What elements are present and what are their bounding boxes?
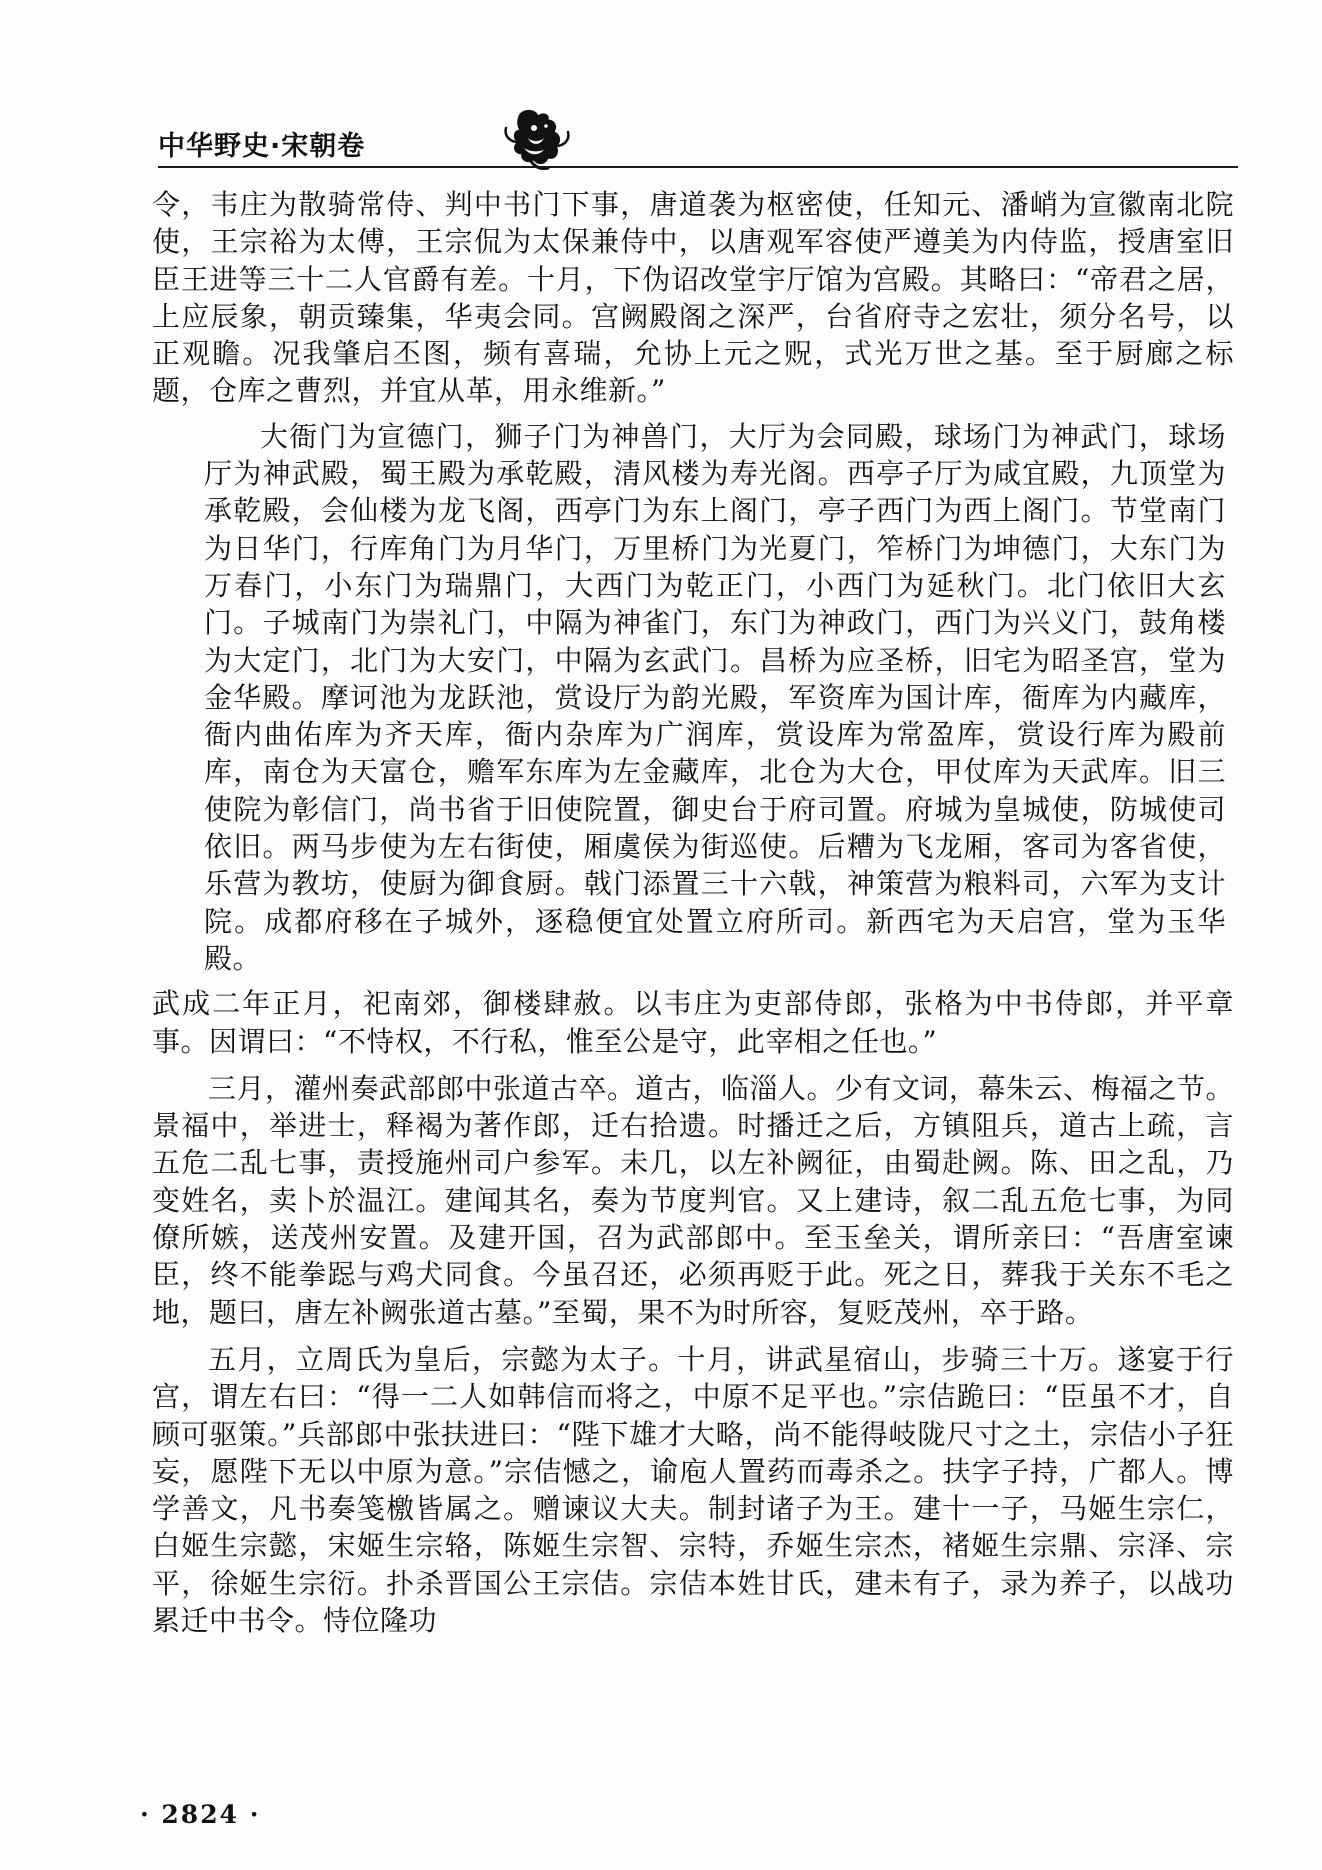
header-divider [158, 166, 1238, 168]
paragraph: 五月，立周氏为皇后，宗懿为太子。十月，讲武星宿山，步骑三十万。遂宴于行宫，谓左右曰：“得一二人如韩信而将之，中原不足平也。”宗佶跪曰：“臣虽不才，自顾可驱策。”兵部郎中张扶进曰：“陛下雄才大略，尚不能得岐陇尺寸之土，宗佶小子狂妄，愿陛下无以中原为意。”宗佶憾之，谕庖人置药而毒杀之。扶字子持，广都人。博学善文，凡书奏笺檄皆属之。赠谏议大夫。制封诸子为王。建十一子，马姬生宗仁，白姬生宗懿，宋姬生宗辂，陈姬生宗智、宗特，乔姬生宗杰，褚姬生宗鼎、宗泽、宗平，徐姬生宗衍。扑杀晋国公王宗佶。宗佶本姓甘氏，建未有子，录为养子，以战功累迁中书令。恃位隆功 [152, 1342, 1234, 1637]
running-header-title: 中华野史·宋朝卷 [158, 131, 366, 162]
dragon-icon [500, 106, 574, 172]
page-number: · 2824 · [140, 1800, 261, 1829]
running-header [158, 118, 1238, 174]
paragraph: 三月，灌州奏武部郎中张道古卒。道古，临淄人。少有文词，幕朱云、梅福之节。景福中，举进士，释褐为著作郎，迁右拾遗。时播迁之后，方镇阻兵，道古上疏，言五危二乱七事，责授施州司户参军。未几，以左补阙征，由蜀赴阙。陈、田之乱，乃变姓名，卖卜於温江。建闻其名，奏为节度判官。又上建诗，叙二乱五危七事，为同僚所嫉，送茂州安置。及建开国，召为武部郎中。至玉垒关，谓所亲曰：“吾唐室谏臣，终不能拳跽与鸡犬同食。今虽召还，必须再贬于此。死之日，葬我于关东不毛之地，题曰，唐左补阙张道古墓。”至蜀，果不为时所容，复贬茂州，卒于路。 [152, 1071, 1235, 1329]
block-quote: 大衙门为宣德门，狮子门为神兽门，大厅为会同殿，球场门为神武门，球场厅为神武殿，蜀王殿为承乾殿，清风楼为寿光阁。西亭子厅为咸宜殿，九顶堂为承乾殿，会仙楼为龙飞阁，西亭门为东上阁门，亭子西门为西上阁门。节堂南门为日华门，行库角门为月华门，万里桥门为光夏门，笮桥门为坤德门，大东门为万春门，小东门为瑞鼎门，大西门为乾正门，小西门为延秋门。北门依旧大玄门。子城南门为崇礼门，中隔为神雀门，东门为神政门，西门为兴义门，鼓角楼为大定门，北门为大安门，中隔为玄武门。昌桥为应圣桥，旧宅为昭圣宫，堂为金华殿。摩诃池为龙跃池，赏设厅为韵光殿，军资库为国计库，衙库为内藏库，衙内曲佑库为齐天库，衙内杂库为广润库，赏设库为常盈库，赏设行库为殿前库，南仓为天富仓，赡军东库为左金藏库，北仓为大仓，甲仗库为天武库。旧三使院为彰信门，尚书省于旧使院置，御史台于府司置。府城为皇城使，防城使司依旧。两马步使为左右街使，厢虞侯为街巡使。后糟为飞龙厢，客司为客省使，乐营为教坊，使厨为御食厨。戟门添置三十六戟，神策营为粮料司，六军为支计院。成都府移在子城外，逐稳便宜处置立府所司。新西宅为天启宫，堂为玉华殿。 [204, 419, 1226, 975]
paragraph: 武成二年正月，祀南郊，御楼肆赦。以韦庄为吏部侍郎，张格为中书侍郎，并平章事。因谓曰：“不恃权，不行私，惟至公是守，此宰相之任也。” [152, 987, 1234, 1058]
page-body [152, 186, 1234, 1639]
paragraph: 令，韦庄为散骑常侍、判中书门下事，唐道袭为枢密使，任知元、潘峭为宣徽南北院使，王宗裕为太傅，王宗侃为太保兼侍中，以唐观军容使严遵美为内侍监，授唐室旧臣王进等三十二人官爵有差。十月，下伪诏改堂宇厅馆为宫殿。其略曰：“帝君之居，上应辰象，朝贡臻集，华夷会同。宫阙殿阁之深严，台省府寺之宏壮，须分名号，以正观瞻。况我肇启丕图，频有喜瑞，允协上元之贶，式光万世之基。至于厨廊之标题，仓库之曹烈，并宜从革，用永维新。” [152, 188, 1234, 408]
